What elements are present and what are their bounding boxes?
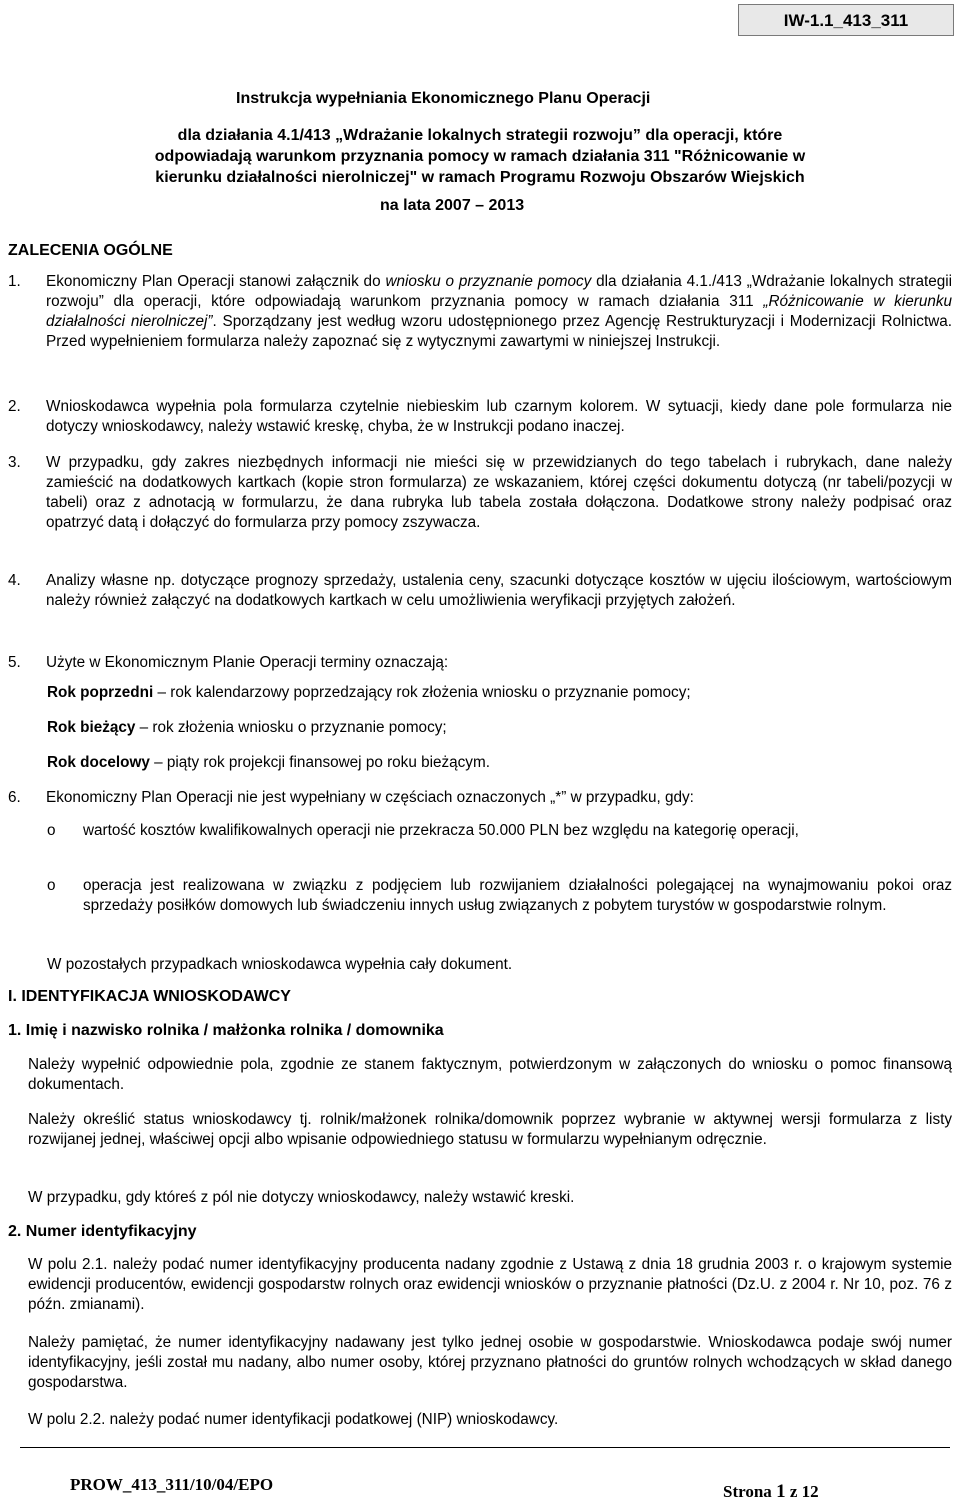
bullet-marker: o xyxy=(47,822,56,839)
item-number: 6. xyxy=(8,789,21,806)
paragraph: Należy pamiętać, że numer identyfikacyjny nadawany jest tylko jednej osobie w gospodarstwie. Wnioskodawca podaje swój numer identyfikacyjny, jeśli został mu nadany, albo numer osoby, której przyznano płatności do gruntów rolnych wchodzących w skład danego gospodarstwa. xyxy=(28,1334,952,1391)
bullet-item xyxy=(47,821,952,841)
item-number: 5. xyxy=(8,654,21,671)
title-years: na lata 2007 – 2013 xyxy=(380,197,525,214)
bullet-marker: o xyxy=(47,877,56,894)
definition-desc: – piąty rok projekcji finansowej po roku bieżącym. xyxy=(149,754,490,771)
list-item xyxy=(8,653,952,673)
footer-doc-code: PROW_413_311/10/04/EPO xyxy=(70,1475,274,1494)
section-heading: I. IDENTYFIKACJA WNIOSKODAWCY xyxy=(8,988,291,1005)
item-text: W przypadku, gdy zakres niezbędnych informacji nie mieści się w przewidzianych do tego tabelach i rubrykach, dane należy zamieścić na dodatkowych kartkach (kopie stron formularza) ze wskazaniem, której części dokumentu dotyczą (nr tabeli/pozycji w tabeli) oraz z adnotacją w formularzu, że dana rubryka lub tabela została dołączona. Dodatkowe strony należy podpisać oraz opatrzyć datą i dołączyć do formularza przy pomocy zszywacza. xyxy=(46,454,952,531)
item-text: Analizy własne np. dotyczące prognozy sprzedaży, ustalenia ceny, szacunki dotyczące kosztów w ujęciu ilościowym, wartościowym należy również załączyć na dodatkowych kartkach w celu umożliwienia weryfikacji przyjętych założeń. xyxy=(46,572,952,609)
list-item xyxy=(8,453,952,533)
bullet-text: operacja jest realizowana w związku z podjęciem lub rozwijaniem działalności polegającej na wynajmowaniu pokoi oraz sprzedaży posiłków domowych lub świadczeniu innych usług związanych z pobytem turystów w gospodarstwie rolnym. xyxy=(83,877,952,914)
document-title: Instrukcja wypełniania Ekonomicznego Planu Operacji xyxy=(236,90,651,107)
paragraph: Należy określić status wnioskodawcy tj. rolnik/małżonek rolnika/domownik poprzez wybranie w aktywnej wersji formularza z listy rozwijanej jednej, właściwej opcji albo wpisanie odpowiedniego statusu w formularzu wypełnianym odręcznie. xyxy=(28,1111,952,1148)
bullet-item xyxy=(47,876,952,916)
subsection-heading: 1. Imię i nazwisko rolnika / małżonka rolnika / domownika xyxy=(8,1022,444,1039)
item-number: 2. xyxy=(8,398,21,415)
bullet-text: wartość kosztów kwalifikowalnych operacji nie przekracza 50.000 PLN bez względu na kategorię operacji, xyxy=(83,822,799,839)
list-item xyxy=(8,571,952,611)
closing-note: W pozostałych przypadkach wnioskodawca wypełnia cały dokument. xyxy=(47,956,513,973)
subsection-title: Numer identyfikacyjny xyxy=(25,1223,197,1240)
subsection-heading xyxy=(8,1222,197,1243)
subsection-number: 2. xyxy=(8,1223,22,1240)
definition-desc: – rok kalendarzowy poprzedzający rok złożenia wniosku o przyznanie pomocy; xyxy=(153,684,691,701)
item-number: 3. xyxy=(8,454,21,471)
list-item xyxy=(8,272,952,352)
general-recommendations-heading: ZALECENIA OGÓLNE xyxy=(8,242,173,259)
definition-term: Rok bieżący xyxy=(47,719,136,736)
definition-term: Rok poprzedni xyxy=(47,684,154,701)
document-id-box: IW-1.1_413_311 xyxy=(738,4,954,36)
list-item xyxy=(8,788,952,808)
document-subtitle xyxy=(20,125,940,188)
subtitle-line: odpowiadają warunkom przyznania pomocy w ramach działania 311 "Różnicowanie w xyxy=(154,148,806,166)
subtitle-line: dla działania 4.1/413 „Wdrażanie lokalnych strategii rozwoju” dla operacji, które xyxy=(177,127,783,144)
footer-divider xyxy=(20,1447,950,1448)
definition-term: Rok docelowy xyxy=(47,754,150,771)
definition-desc: – rok złożenia wniosku o przyznanie pomocy; xyxy=(135,719,447,736)
item-text: Użyte w Ekonomicznym Planie Operacji terminy oznaczają: xyxy=(46,654,449,671)
item-text: Wnioskodawca wypełnia pola formularza czytelnie niebieskim lub czarnym kolorem. W sytuacji, kiedy dane pole formularza nie dotyczy wnioskodawcy, należy wstawić kreskę, chyba, że w Instrukcji podano inaczej. xyxy=(46,398,952,435)
paragraph: W polu 2.1. należy podać numer identyfikacyjny producenta nadany zgodnie z Ustawą z dnia 18 grudnia 2003 r. o krajowym systemie ewidencji producentów, ewidencji gospodarstw rolnych oraz ewidencji wniosków o przyznanie płatności (Dz.U. z 2004 r. Nr 10, poz. 76 z późn. zmianami). xyxy=(28,1256,952,1313)
subtitle-line: kierunku działalności nierolniczej" w ramach Programu Rozwoju Obszarów Wiejskich xyxy=(155,169,805,187)
item-number: 1. xyxy=(8,273,21,290)
definition-row xyxy=(47,753,952,773)
paragraph: Należy wypełnić odpowiednie pola, zgodnie ze stanem faktycznym, potwierdzonym w załączonych do wniosku o pomoc finansową dokumentach. xyxy=(28,1056,952,1093)
list-item xyxy=(8,397,952,437)
paragraph: W przypadku, gdy któreś z pól nie dotyczy wnioskodawcy, należy wstawić kreski. xyxy=(28,1189,575,1206)
item-text: Ekonomiczny Plan Operacji nie jest wypełniany w częściach oznaczonych „*” w przypadku, gdy: xyxy=(46,789,694,806)
item-number: 4. xyxy=(8,572,21,589)
page-number: Strona 1 z 12 xyxy=(723,1481,819,1502)
definition-row xyxy=(47,718,952,738)
item-text: Ekonomiczny Plan Operacji stanowi załącznik do wniosku o przyznanie pomocy dla działania 4.1./413 „Wdrażanie lokalnych strategii rozwoju” dla operacji, które odpowiadają warunkom przyznania pomocy w ramach działania 311 „Różnicowanie w kierunku działalności nierolniczej”. Sporządzany jest według wzoru udostępnionego przez Agencję Restrukturyzacji i Modernizacji Rolnictwa. Przed wypełnieniem formularza należy zapoznać się z wytycznymi zawartymi w niniejszej Instrukcji. xyxy=(46,273,953,350)
definition-row xyxy=(47,683,952,703)
paragraph: W polu 2.2. należy podać numer identyfikacji podatkowej (NIP) wnioskodawcy. xyxy=(28,1411,559,1428)
